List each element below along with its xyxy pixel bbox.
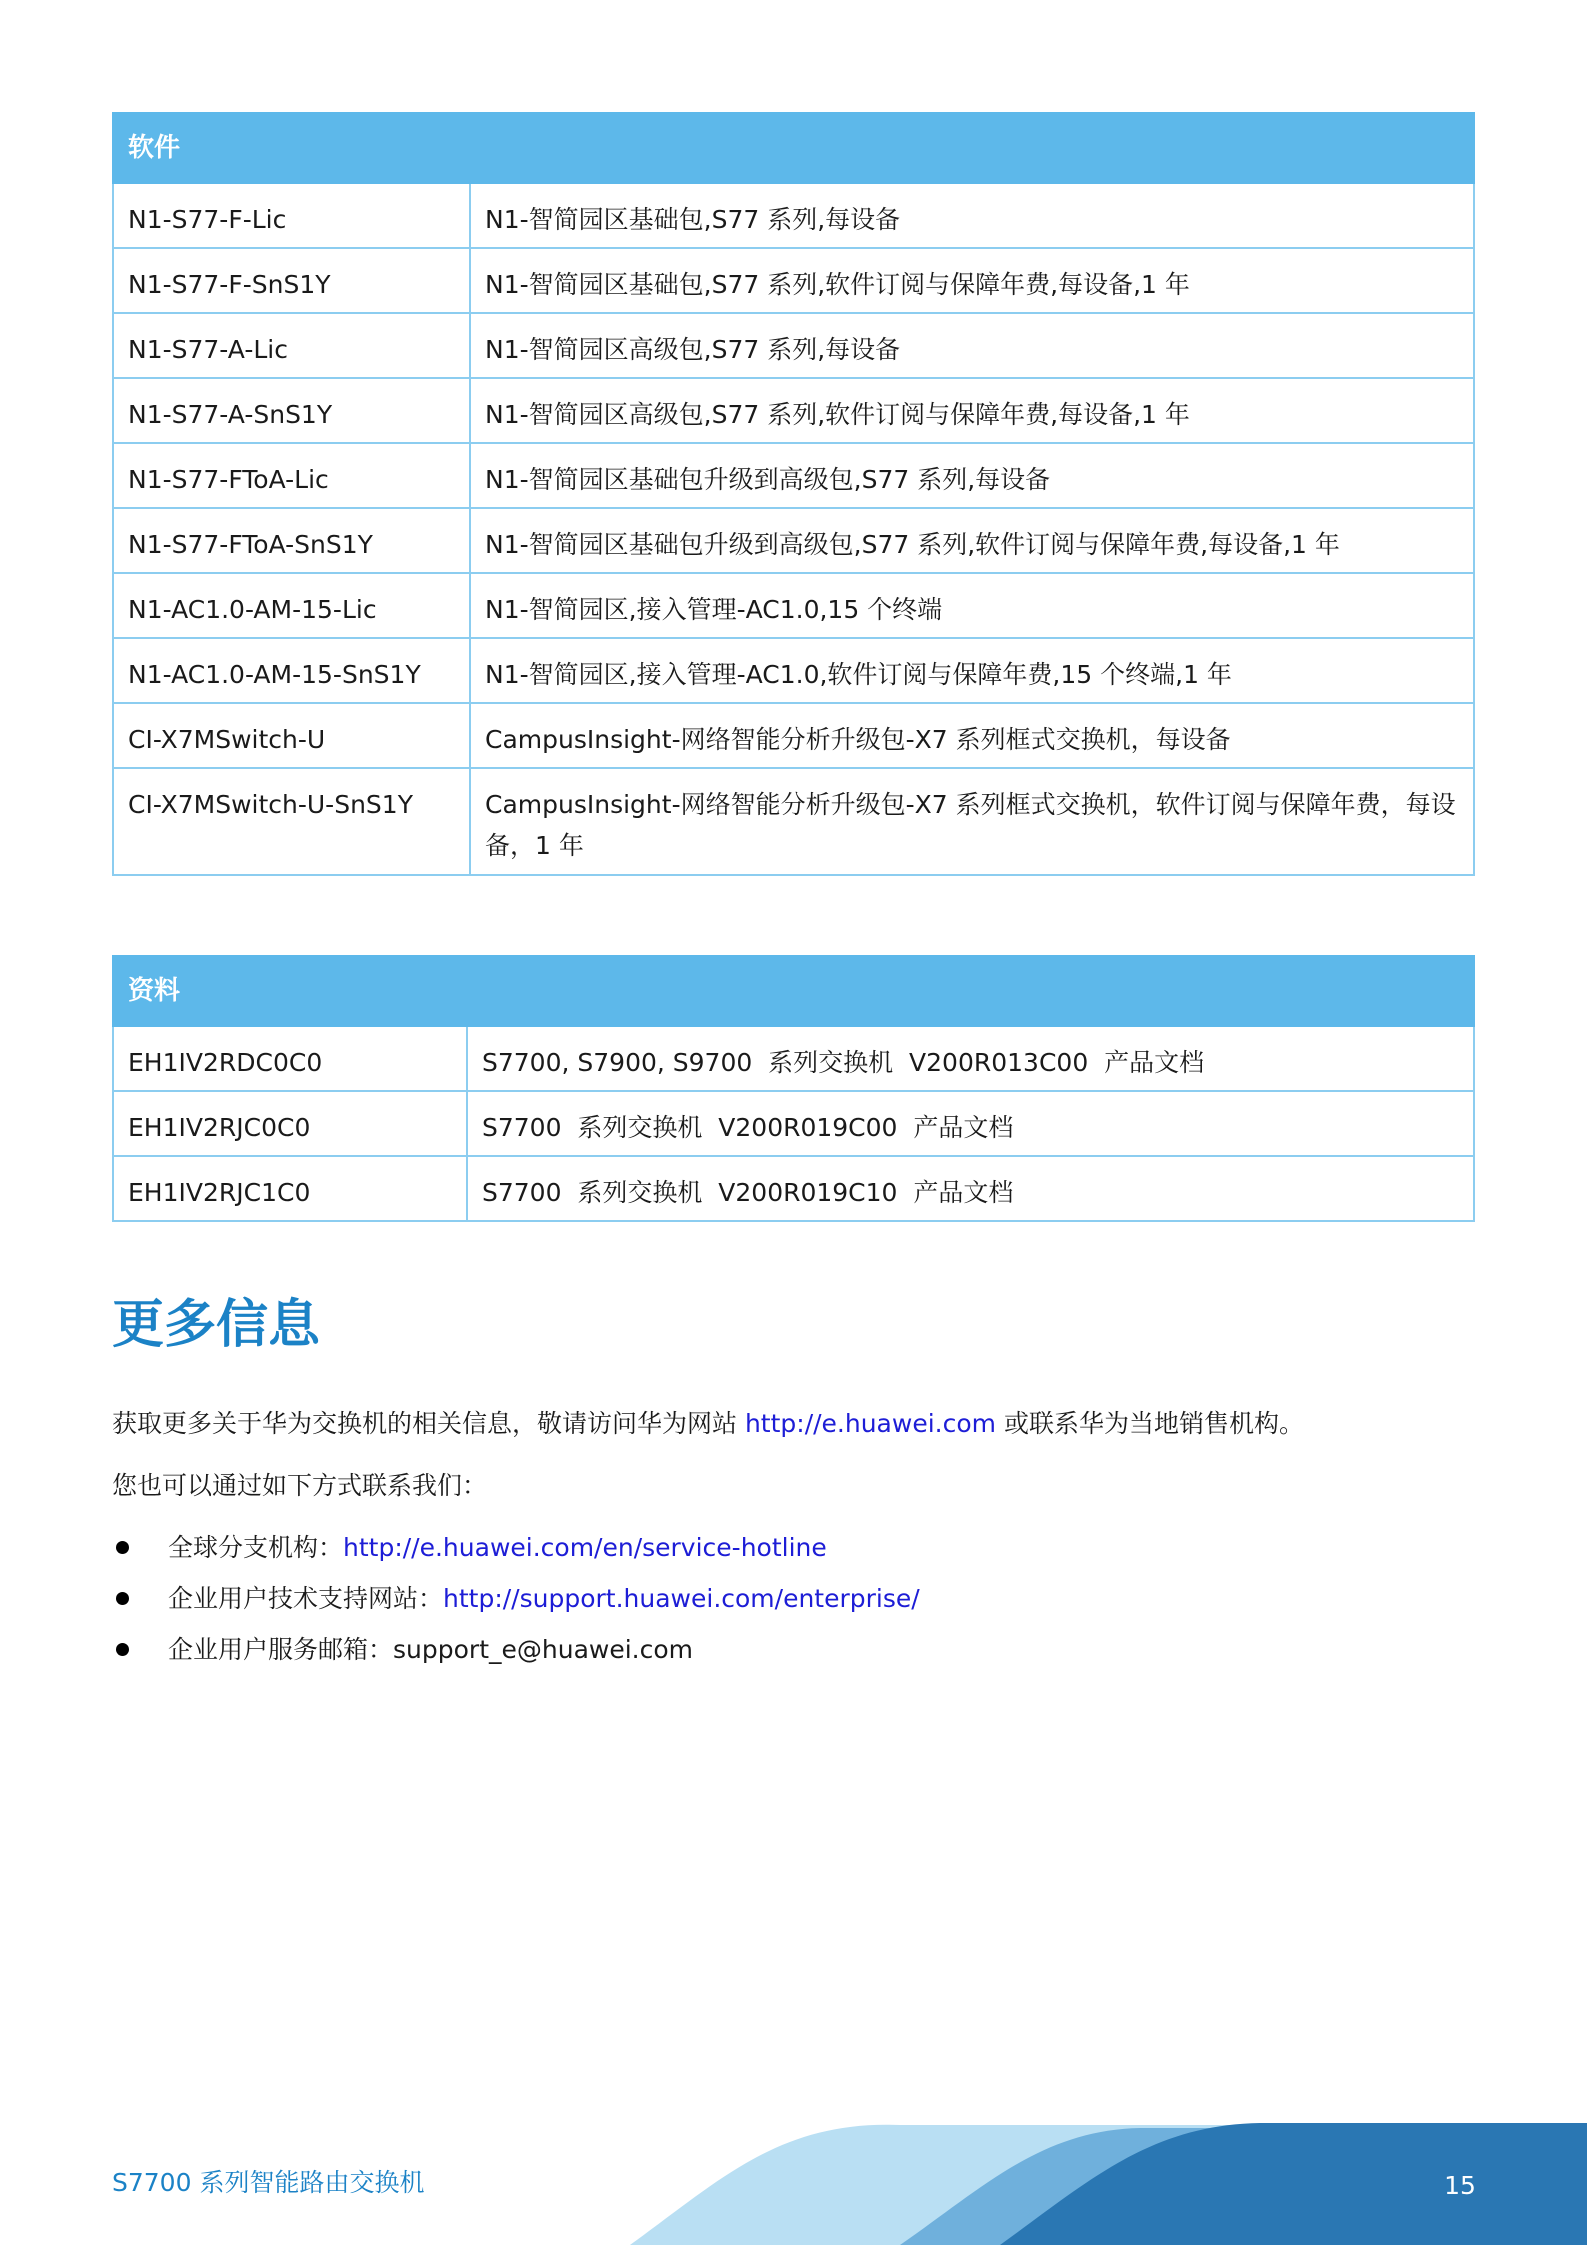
- doc-code: EH1IV2RJC0C0: [113, 1091, 467, 1156]
- part-code: N1-S77-F-Lic: [113, 183, 470, 248]
- doc-description: S7700 系列交换机 V200R019C10 产品文档: [467, 1156, 1474, 1221]
- table-row: [113, 508, 1474, 573]
- paragraph-text: 获取更多关于华为交换机的相关信息，敬请访问华为网站: [112, 1409, 745, 1438]
- part-description: N1-智简园区基础包,S77 系列,每设备: [470, 183, 1474, 248]
- part-description: CampusInsight-网络智能分析升级包-X7 系列框式交换机，软件订阅与保障年费，每设备，1 年: [470, 768, 1474, 875]
- contact-label: 企业用户技术支持网站：: [168, 1584, 444, 1613]
- documents-header: 资料: [113, 956, 1474, 1026]
- table-row: [113, 248, 1474, 313]
- part-code: N1-AC1.0-AM-15-Lic: [113, 573, 470, 638]
- part-code: CI-X7MSwitch-U: [113, 703, 470, 768]
- list-item: [112, 1581, 920, 1632]
- doc-description: S7700, S7900, S9700 系列交换机 V200R013C00 产品文档: [467, 1026, 1474, 1091]
- part-code: N1-AC1.0-AM-15-SnS1Y: [113, 638, 470, 703]
- section-title: 更多信息: [112, 1295, 321, 1355]
- table-row: [113, 443, 1474, 508]
- visit-website-paragraph: [112, 1406, 1304, 1442]
- service-hotline-link[interactable]: http://e.huawei.com/en/service-hotline: [343, 1533, 827, 1562]
- documents-header-row: [113, 956, 1474, 1026]
- documents-table: [112, 955, 1475, 1222]
- contact-label: 全球分支机构：: [168, 1533, 344, 1562]
- list-item: [112, 1530, 920, 1581]
- website-link[interactable]: http://e.huawei.com: [744, 1409, 996, 1438]
- part-code: CI-X7MSwitch-U-SnS1Y: [113, 768, 470, 875]
- support-email: support_e@huawei.com: [393, 1635, 694, 1664]
- table-row: [113, 1156, 1474, 1221]
- page-number: 15: [1444, 2171, 1476, 2200]
- footer-product-title: S7700 系列智能路由交换机: [112, 2168, 425, 2197]
- part-code: N1-S77-A-Lic: [113, 313, 470, 378]
- contact-list: [112, 1530, 920, 1683]
- bullet-icon: [116, 1592, 129, 1605]
- bullet-icon: [116, 1541, 129, 1554]
- doc-code: EH1IV2RDC0C0: [113, 1026, 467, 1091]
- table-row: [113, 1026, 1474, 1091]
- part-description: N1-智简园区基础包,S77 系列,软件订阅与保障年费,每设备,1 年: [470, 248, 1474, 313]
- software-header-row: [113, 113, 1474, 183]
- table-row: [113, 378, 1474, 443]
- part-description: N1-智简园区高级包,S77 系列,每设备: [470, 313, 1474, 378]
- part-code: N1-S77-FToA-Lic: [113, 443, 470, 508]
- contact-label: 企业用户服务邮箱：: [168, 1635, 394, 1664]
- doc-code: EH1IV2RJC1C0: [113, 1156, 467, 1221]
- paragraph-text: 或联系华为当地销售机构。: [996, 1409, 1304, 1438]
- table-row: [113, 1091, 1474, 1156]
- support-site-link[interactable]: http://support.huawei.com/enterprise/: [443, 1584, 920, 1613]
- list-item: [112, 1632, 920, 1683]
- part-description: N1-智简园区,接入管理-AC1.0,软件订阅与保障年费,15 个终端,1 年: [470, 638, 1474, 703]
- table-row: [113, 313, 1474, 378]
- contact-intro-paragraph: 您也可以通过如下方式联系我们：: [112, 1471, 488, 1500]
- doc-description: S7700 系列交换机 V200R019C00 产品文档: [467, 1091, 1474, 1156]
- part-code: N1-S77-F-SnS1Y: [113, 248, 470, 313]
- part-description: CampusInsight-网络智能分析升级包-X7 系列框式交换机，每设备: [470, 703, 1474, 768]
- table-row: [113, 183, 1474, 248]
- table-row: [113, 703, 1474, 768]
- part-description: N1-智简园区基础包升级到高级包,S77 系列,每设备: [470, 443, 1474, 508]
- part-description: N1-智简园区高级包,S77 系列,软件订阅与保障年费,每设备,1 年: [470, 378, 1474, 443]
- part-code: N1-S77-A-SnS1Y: [113, 378, 470, 443]
- table-row: [113, 573, 1474, 638]
- part-code: N1-S77-FToA-SnS1Y: [113, 508, 470, 573]
- bullet-icon: [116, 1643, 129, 1656]
- software-table: [112, 112, 1475, 876]
- table-row: [113, 768, 1474, 875]
- table-row: [113, 638, 1474, 703]
- software-header: 软件: [113, 113, 1474, 183]
- part-description: N1-智简园区基础包升级到高级包,S77 系列,软件订阅与保障年费,每设备,1 年: [470, 508, 1474, 573]
- part-description: N1-智简园区,接入管理-AC1.0,15 个终端: [470, 573, 1474, 638]
